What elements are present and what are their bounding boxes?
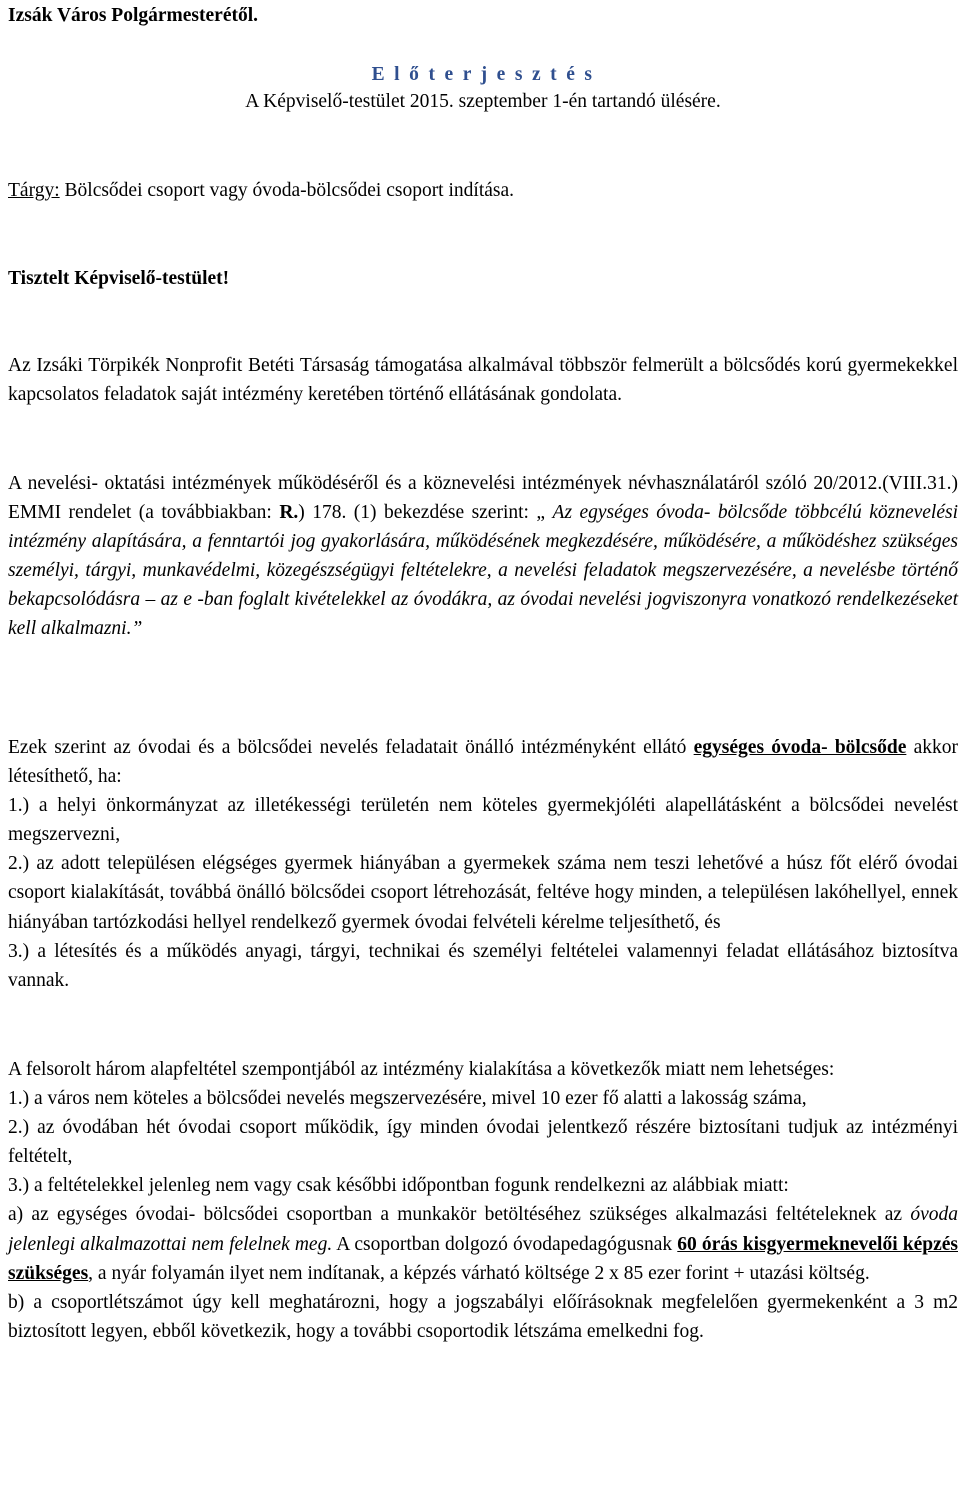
subject-label: Tárgy: <box>8 180 60 201</box>
para4-a-italic: óvoda jelenlegi alkalmazottai nem felelnek meg. <box>8 1204 958 1255</box>
para4-item-a: a) az egységes óvodai- bölcsődei csoportban a munkakör betöltéséhez szükséges alkalmazási feltételeknek az óvoda jelenlegi alkalmazottai nem felelnek meg. A csoportban dolgozó óvodapedagógusnak 60 órás kisgyermeknevelői képzés szükséges, a nyár folyamán ilyet nem indítanak, a képzés várható költsége 2 x 85 ezer forint + utazási költség. <box>8 1204 958 1284</box>
meeting-line: A Képviselő-testület 2015. szeptember 1-én tartandó ülésére. <box>245 91 721 112</box>
para4-a-bold: 60 órás kisgyermeknevelői képzés szükséges <box>8 1233 958 1284</box>
para2-quote: Az egységes óvoda- bölcsőde többcélú köznevelési intézmény alapítására, a fenntartói jog gyakorlására, működésének megkezdésére, működésére, a működéshez szükséges személyi, tárgyi, munkavédelmi, közegészségügyi feltételekre, a nevelési feladatok megszervezésére, a nevelésbe történő bekapcsolódásra – az e -ban foglalt kivételekkel az óvodákra, az óvodai nevelési jogviszonyra vonatkozó rendelkezéseket kell alkalmazni.” <box>8 502 958 640</box>
para2-after-abbr: ) 178. (1) bekezdése szerint: „ <box>298 502 553 524</box>
para4-item-1: 1.) a város nem köteles a bölcsődei nevelés megszervezésére, mivel 10 ezer fő alatti a lakosság száma, <box>8 1088 807 1110</box>
para3-emphasis: egységes óvoda- bölcsőde <box>693 737 907 758</box>
para4-item-2: 2.) az óvodában hét óvodai csoport működik, így minden óvodai jelentkező részére biztosítani tudjuk az intézményi feltételt, <box>8 1117 958 1168</box>
para3-item-1: 1.) a helyi önkormányzat az illetékességi területén nem köteles gyermekjóléti alapellátásként a bölcsődei nevelést megszervezni, <box>8 795 958 846</box>
para2-intro: A nevelési- oktatási intézmények működéséről és a köznevelési intézmények névhasználatáról szóló 20/2012.(VIII.31.) EMMI rendelet (a továbbiakban: <box>8 473 958 524</box>
para2-abbr: R. <box>279 502 299 524</box>
paragraph-2 <box>8 469 958 644</box>
document-type-title: E l ő t e r j e s z t é s <box>371 64 595 85</box>
subject-text: Bölcsődei csoport vagy óvoda-bölcsődei csoport indítása. <box>59 180 515 201</box>
para3-item-3: 3.) a létesítés és a működés anyagi, tárgyi, technikai és személyi feltételei valamennyi feladat ellátásához biztosítva vannak. <box>8 940 958 991</box>
para4-item-b: b) a csoportlétszámot úgy kell meghatározni, hogy a jogszabályi előírásoknak megfelelően gyermekenként a 3 m2 biztosított legyen, ebből következik, hogy a további csoportodik létszáma emelkedni fog. <box>8 1291 958 1342</box>
para3-intro: Ezek szerint az óvodai és a bölcsődei nevelés feladatait önálló intézményként ellátó egységes óvoda- bölcsőde akkor létesíthető, ha: <box>8 737 958 788</box>
paragraph-1: Az Izsáki Törpikék Nonprofit Betéti Társaság támogatása alkalmával többször felmerült a bölcsődés korú gyermekekkel kapcsolatos feladatok saját intézmény keretében történő ellátásának gondolata. <box>8 355 958 406</box>
para4-item-3: 3.) a feltételekkel jelenleg nem vagy csak későbbi időpontban fogunk rendelkezni az alábbiak miatt: <box>8 1175 789 1197</box>
para4-intro: A felsorolt három alapfeltétel szempontjából az intézmény kialakítása a következők miatt nem lehetséges: <box>8 1059 835 1080</box>
salutation: Tisztelt Képviselő-testület! <box>8 268 230 289</box>
paragraph-3 <box>8 733 958 995</box>
paragraph-4 <box>8 1055 958 1346</box>
sender-line: Izsák Város Polgármesterétől. <box>8 5 259 26</box>
para3-item-2: 2.) az adott településen elégséges gyermek hiányában a gyermekek száma nem teszi lehetővé a húsz főt elérő óvodai csoport kialakítását, továbbá önálló bölcsődei csoport létrehozását, feltéve hogy minden, a településen lakóhellyel, ennek hiányában tartózkodási hellyel rendelkező gyermek óvodai felvételi kérelme teljesíthető, és <box>8 853 958 933</box>
subject-line <box>8 176 958 205</box>
